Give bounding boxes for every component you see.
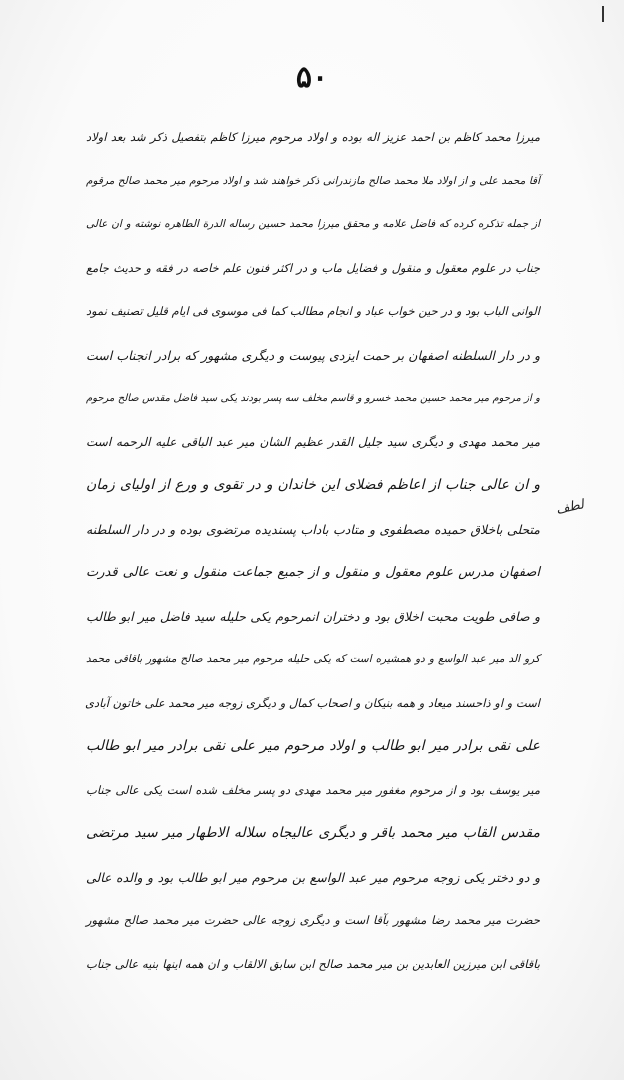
manuscript-line: میر یوسف بود و از مرحوم مغفور میر محمد مهدی دو پسر مخلف شده است یکی عالی جناب xyxy=(86,782,540,797)
manuscript-line: میرزا محمد کاظم بن احمد عزیز اله بوده و اولاد مرحوم میرزا کاظم بتفصیل ذکر شد بعد اولاد xyxy=(86,130,540,144)
manuscript-line: میر محمد مهدی و دیگری سید جلیل القدر عظیم الشان میر عبد الباقی علیه الرحمه است xyxy=(86,434,540,449)
manuscript-line: مقدس القاب میر محمد باقر و دیگری عالیجاه سلاله الاطهار میر سید مرتضی xyxy=(86,825,540,841)
manuscript-line: از جمله تذکره کرده که فاضل علامه و محقق میرزا محمد حسین رساله الدرة الطاهره نوشته و ان عالی xyxy=(86,218,540,230)
manuscript-line: و دو دختر یکی زوجه مرحوم میر عبد الواسع بن مرحوم میر ابو طالب بود و والده عالی xyxy=(86,869,540,885)
manuscript-line: کرو الد میر عبد الواسع و دو همشیره است که یکی حلیله مرحوم میر محمد صالح مشهور باقاقی محمد xyxy=(86,653,540,665)
manuscript-line: آقا محمد علی و از اولاد ملا محمد صالح مازندرانی ذکر خواهند شد و اولاد مرحوم میر محمد صالح مرقوم xyxy=(86,174,540,187)
manuscript-line: و از مرحوم میر محمد حسین محمد خسرو و قاسم مخلف سه پسر بودند یکی سید فاضل مقدس صالح مرحوم xyxy=(86,393,540,404)
page-number: ۵۰ xyxy=(295,60,329,95)
manuscript-line: باقاقی ابن میرزین العابدین بن میر محمد صالح ابن سابق الالقاب و ان همه اینها بنیه عالی جناب xyxy=(86,956,540,971)
manuscript-line: متحلی باخلاق حمیده مصطفوی و متادب باداب پسندیده مرتضوی بوده و در دار السلطنه xyxy=(86,521,540,537)
manuscript-line: و ان عالی جناب از اعاظم فضلای این خاندان و در تقوی و ورع از اولیای زمان xyxy=(86,477,540,493)
manuscript-line: است و او ذاحسند میعاد و همه بنیکان و اصحاب کمال و دیگری زوجه میر محمد علی خاتون آبادی xyxy=(84,695,540,710)
manuscript-line: حضرت میر محمد رضا مشهور بآقا است و دیگری زوجه عالی حضرت میر محمد صالح مشهور xyxy=(86,913,540,927)
manuscript-line: جناب در علوم معقول و منقول و فضایل ماب و در اکثر فنون علم خاصه در فقه و حدیث جامع xyxy=(86,260,540,275)
margin-note: لطف xyxy=(554,497,586,518)
scan-edge-mark xyxy=(602,6,604,22)
manuscript-line: و در دار السلطنه اصفهان بر حمت ایزدی پیوست و دیگری مشهور که برادر انجناب است xyxy=(86,347,540,363)
manuscript-line: اصفهان مدرس علوم معقول و منقول و از جمیع جماعت منقول و نعت عالی قدرت xyxy=(86,565,540,580)
manuscript-line: الوانی الباب بود و در حین خواب عباد و انجام مطالب کما فی موسوی فی ایام قلیل تصنیف نمود xyxy=(86,304,540,318)
manuscript-text-block xyxy=(86,116,540,986)
manuscript-line: و صافی طویت محبت اخلاق بود و دختران انمرحوم یکی حلیله سید فاضل میر ابو طالب xyxy=(86,608,540,624)
manuscript-line: علی نقی برادر میر ابو طالب و اولاد مرحوم میر علی نقی برادر میر ابو طالب xyxy=(86,738,540,754)
